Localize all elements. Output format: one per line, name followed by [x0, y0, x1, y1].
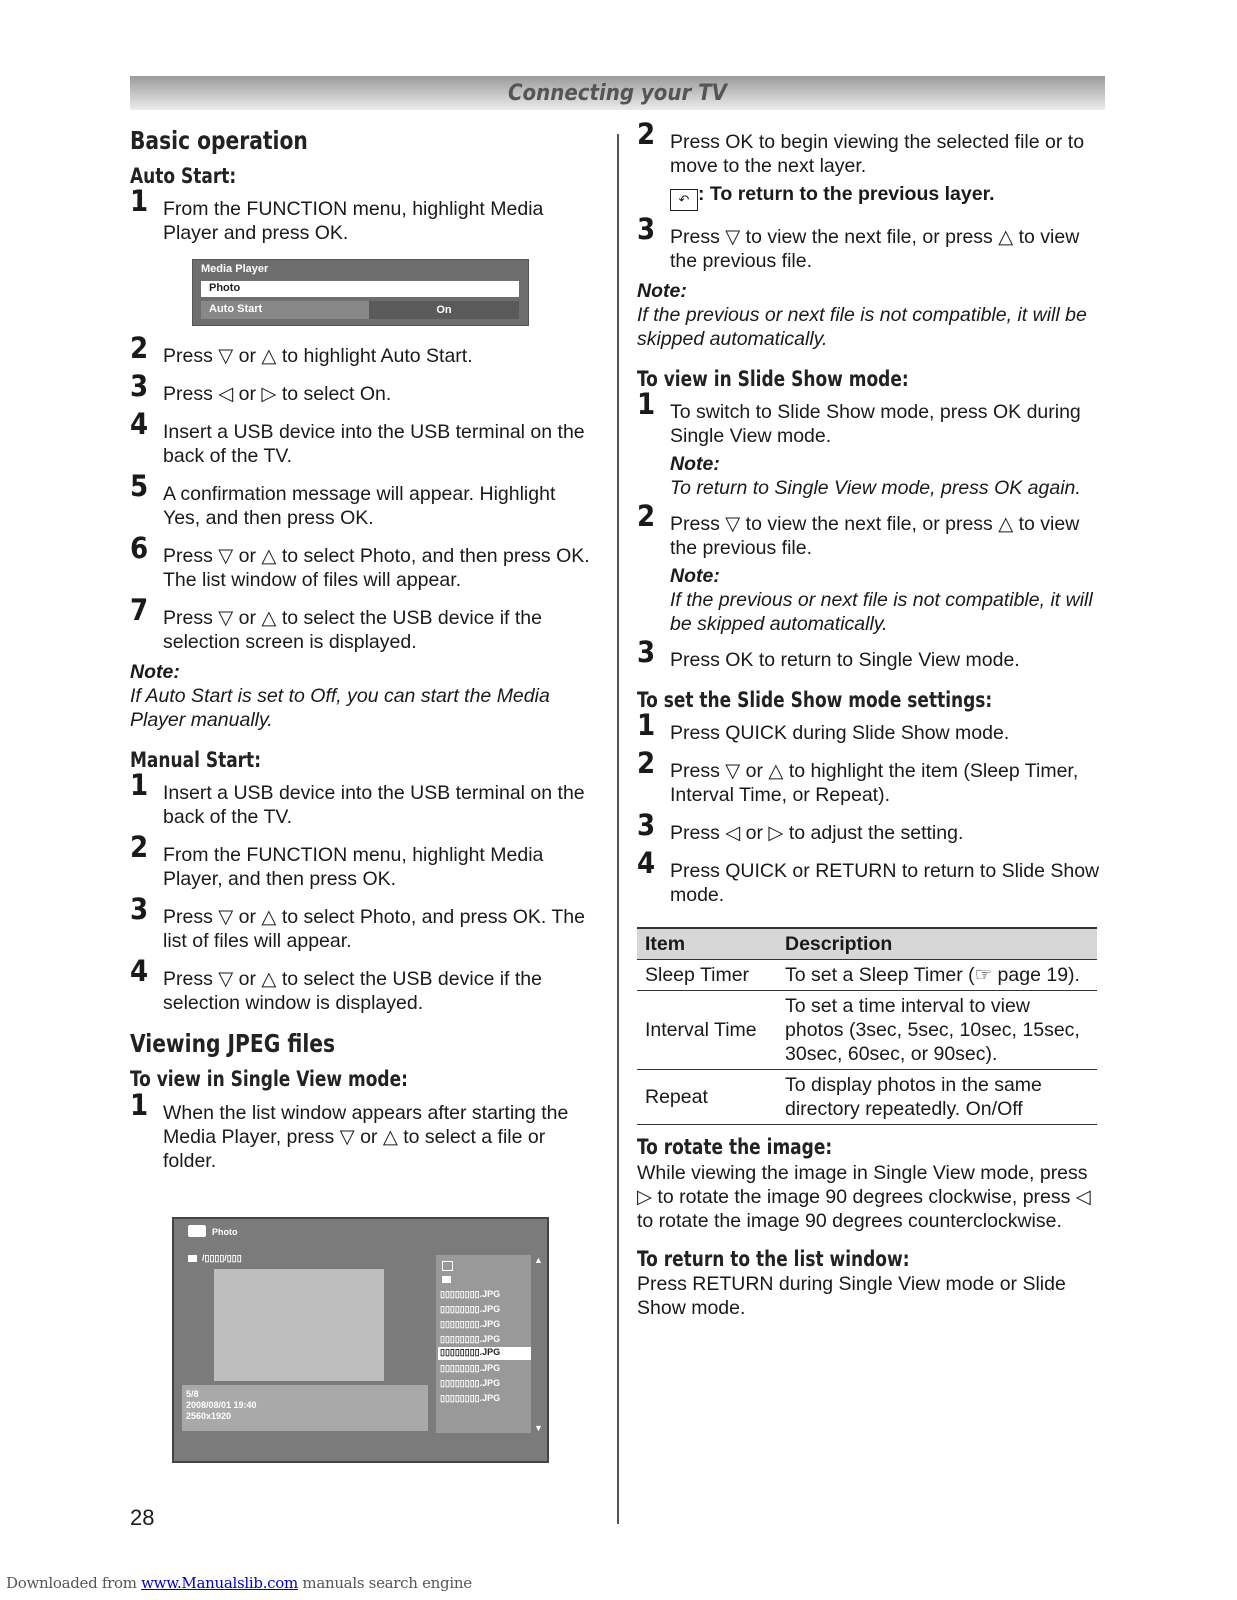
step-text: Press ▽ or △ to select Photo, and then press OK. The list window of files will appear.	[163, 545, 590, 592]
settings-step-2: 2 Press ▽ or △ to highlight the item (Sleep Timer, Interval Time, or Repeat).	[637, 746, 1079, 807]
page-number: 28	[130, 1505, 155, 1530]
step-text: Press OK to begin viewing the selected file or to move to the next layer.	[670, 131, 1085, 177]
return-text: Press RETURN during Single View mode or Slide Show mode.	[637, 1272, 1066, 1319]
page-header-title: Connecting your TV	[508, 81, 727, 106]
step-text: Press OK to return to Single View mode.	[670, 649, 1020, 672]
folder-item-icon	[442, 1276, 451, 1283]
step-text: Press QUICK during Slide Show mode.	[670, 722, 1010, 745]
return-layer-line	[637, 182, 1102, 211]
single-step-2: 2 Press OK to begin viewing the selected file or to move to the next layer.	[637, 117, 1085, 177]
table-header-description: Description	[777, 928, 1097, 960]
file-item[interactable]: ▯▯▯▯▯▯▯▯.JPG	[440, 1378, 501, 1388]
manual-step-1: 1 Insert a USB device into the USB terminal on the back of the TV.	[130, 768, 585, 829]
single-step-1: 1 When the list window appears after starting the Media Player, press ▽ or △ to select a file or folder.	[130, 1087, 569, 1172]
table-header-item: Item	[637, 928, 777, 960]
file-item-selected[interactable]: ▯▯▯▯▯▯▯▯.JPG	[438, 1347, 531, 1360]
file-item[interactable]: ▯▯▯▯▯▯▯▯.JPG	[440, 1319, 501, 1329]
download-footer	[6, 1574, 472, 1592]
single-step-3: 3 Press ▽ to view the next file, or press △ to view the previous file.	[637, 212, 1080, 272]
step-text: Press ▽ to view the next file, or press △ to view the previous file.	[670, 513, 1080, 560]
table-cell-item: Repeat	[637, 1070, 777, 1125]
settings-step-3: 3 Press ◁ or ▷ to adjust the setting.	[637, 808, 964, 845]
folder-icon	[188, 1255, 197, 1262]
info-date: 2008/08/01 19:40	[186, 1400, 257, 1410]
auto-step-5: 5 A confirmation message will appear. Highlight Yes, and then press OK.	[130, 469, 556, 530]
step-text: A confirmation message will appear. Highlight Yes, and then press OK.	[163, 483, 556, 530]
table-row	[637, 1070, 1097, 1125]
table-header-row	[637, 928, 1097, 960]
auto-step-2: 2 Press ▽ or △ to highlight Auto Start.	[130, 331, 473, 368]
menu-row-photo	[201, 281, 519, 297]
auto-step-4: 4 Insert a USB device into the USB terminal on the back of the TV.	[130, 407, 585, 468]
table-row	[637, 960, 1097, 991]
table-cell-description: To set a Sleep Timer (☞ page 19).	[777, 960, 1097, 991]
file-item[interactable]: ▯▯▯▯▯▯▯▯.JPG	[440, 1363, 501, 1373]
single-view-note: If the previous or next file is not compatible, it will be skipped automatically.	[637, 304, 1087, 350]
table-cell-description: To display photos in the same directory repeatedly. On/Off	[777, 1070, 1097, 1125]
menu-row-auto-start-value: On	[369, 301, 519, 319]
step-text: Press ◁ or ▷ to adjust the setting.	[670, 822, 964, 845]
step-text: Press ▽ to view the next file, or press △ to view the previous file.	[670, 226, 1080, 272]
step-text: Press ▽ or △ to select the USB device if the selection window is displayed.	[163, 968, 542, 1015]
step-text: When the list window appears after starting the Media Player, press ▽ or △ to select a file or folder.	[163, 1101, 569, 1172]
return-layer-text: : To return to the previous layer.	[698, 183, 995, 205]
heading-slide-settings: To set the Slide Show mode settings:	[637, 688, 993, 713]
note-text: To return to Single View mode, press OK again.	[670, 477, 1081, 500]
step-text: Press ◁ or ▷ to select On.	[163, 383, 392, 406]
camera-icon	[188, 1225, 206, 1237]
heading-manual-start: Manual Start:	[130, 748, 261, 773]
table-row	[637, 991, 1097, 1070]
heading-rotate: To rotate the image:	[637, 1135, 833, 1160]
info-index: 5/8	[186, 1389, 199, 1399]
slide-step-1: 1 To switch to Slide Show mode, press OK during Single View mode.	[637, 387, 1081, 448]
menu-row-auto-start	[201, 301, 519, 319]
slide-note-1	[637, 452, 1102, 500]
step-text: Press ▽ or △ to select the USB device if the selection screen is displayed.	[163, 607, 542, 654]
table-cell-description: To set a time interval to view photos (3sec, 5sec, 10sec, 15sec, 30sec, 60sec, or 90sec).	[777, 991, 1097, 1070]
note-label: Note:	[637, 280, 687, 302]
scroll-up-icon[interactable]: ▲	[534, 1255, 543, 1265]
manual-step-3: 3 Press ▽ or △ to select Photo, and press OK. The list of files will appear.	[130, 892, 585, 953]
left-column	[130, 126, 595, 1187]
heading-slide-show: To view in Slide Show mode:	[637, 367, 909, 391]
file-item[interactable]: ▯▯▯▯▯▯▯▯.JPG	[440, 1334, 501, 1344]
note-label: Note:	[670, 453, 720, 476]
menu-row-photo-label: Photo	[209, 282, 241, 295]
header-bar	[130, 76, 1105, 110]
auto-step-7: 7 Press ▽ or △ to select the USB device if the selection screen is displayed.	[130, 593, 542, 654]
auto-step-3: 3 Press ◁ or ▷ to select On.	[130, 369, 392, 406]
footer-prefix: Downloaded from	[6, 1574, 142, 1592]
auto-step-6: 6 Press ▽ or △ to select Photo, and then press OK. The list window of files will appear.	[130, 531, 590, 592]
heading-viewing-jpeg: Viewing JPEG files	[130, 1029, 336, 1059]
heading-auto-start: Auto Start:	[130, 164, 237, 188]
step-text: Press ▽ or △ to highlight Auto Start.	[163, 345, 473, 368]
heading-return-list: To return to the list window:	[637, 1246, 910, 1271]
auto-start-note: If Auto Start is set to Off, you can start the Media Player manually.	[130, 685, 550, 732]
manualslib-link[interactable]: www.Manualslib.com	[141, 1574, 298, 1592]
settings-table	[637, 927, 1097, 1125]
step-text: To switch to Slide Show mode, press OK during Single View mode.	[670, 401, 1081, 448]
slide-note-2	[637, 564, 1102, 636]
footer-suffix: manuals search engine	[297, 1574, 472, 1592]
photo-screen-title: Photo	[212, 1227, 238, 1237]
step-text: Press ▽ or △ to highlight the item (Sleep Timer, Interval Time, or Repeat).	[670, 760, 1079, 807]
info-panel	[182, 1385, 428, 1431]
step-text: Press ▽ or △ to select Photo, and press OK. The list of files will appear.	[163, 906, 585, 953]
rotate-text: While viewing the image in Single View mode, press ▷ to rotate the image 90 degrees clockwise, press ◁ to rotate the image 90 degrees counterclockwise.	[637, 1161, 1091, 1232]
return-icon: ↶	[670, 189, 698, 211]
settings-step-1: 1 Press QUICK during Slide Show mode.	[637, 708, 1010, 745]
photo-list-screen	[172, 1217, 549, 1463]
step-text: From the FUNCTION menu, highlight Media Player, and then press OK.	[163, 844, 544, 891]
file-item[interactable]: ▯▯▯▯▯▯▯▯.JPG	[440, 1393, 501, 1403]
column-divider	[617, 134, 619, 1524]
file-item[interactable]: ▯▯▯▯▯▯▯▯.JPG	[440, 1289, 501, 1299]
file-item[interactable]: ▯▯▯▯▯▯▯▯.JPG	[440, 1304, 501, 1314]
menu-row-auto-start-label: Auto Start	[209, 303, 263, 316]
scroll-down-icon[interactable]: ▼	[534, 1423, 543, 1433]
settings-step-4: 4 Press QUICK or RETURN to return to Slide Show mode.	[637, 846, 1100, 907]
menu-title: Media Player	[201, 263, 269, 276]
note-label: Note:	[130, 661, 180, 684]
manual-step-4: 4 Press ▽ or △ to select the USB device if the selection window is displayed.	[130, 954, 542, 1015]
heading-single-view: To view in Single View mode:	[130, 1067, 408, 1092]
slide-step-3: 3 Press OK to return to Single View mode.	[637, 635, 1020, 672]
step-text: Insert a USB device into the USB terminal on the back of the TV.	[163, 421, 585, 468]
heading-basic-operation: Basic operation	[130, 126, 308, 155]
info-size: 2560x1920	[186, 1411, 232, 1421]
step-text: From the FUNCTION menu, highlight Media Player and press OK.	[163, 198, 544, 245]
right-column	[637, 117, 1102, 1320]
up-folder-icon	[442, 1261, 453, 1271]
table-cell-item: Interval Time	[637, 991, 777, 1070]
photo-preview	[214, 1269, 384, 1381]
photo-screen-path: /▯▯▯▯/▯▯▯	[202, 1253, 242, 1263]
manual-step-2: 2 From the FUNCTION menu, highlight Media Player, and then press OK.	[130, 830, 544, 891]
note-text: If the previous or next file is not compatible, it will be skipped automatically.	[670, 589, 1093, 636]
media-player-menu-screen	[192, 259, 529, 326]
note-label: Note:	[670, 565, 720, 588]
step-text: Press QUICK or RETURN to return to Slide Show mode.	[670, 860, 1100, 907]
step-text: Insert a USB device into the USB terminal on the back of the TV.	[163, 782, 585, 829]
file-list	[436, 1255, 531, 1433]
table-cell-item: Sleep Timer	[637, 960, 777, 991]
slide-step-2: 2 Press ▽ to view the next file, or press △ to view the previous file.	[637, 499, 1080, 560]
auto-step-1: 1 From the FUNCTION menu, highlight Media Player and press OK.	[130, 184, 544, 245]
